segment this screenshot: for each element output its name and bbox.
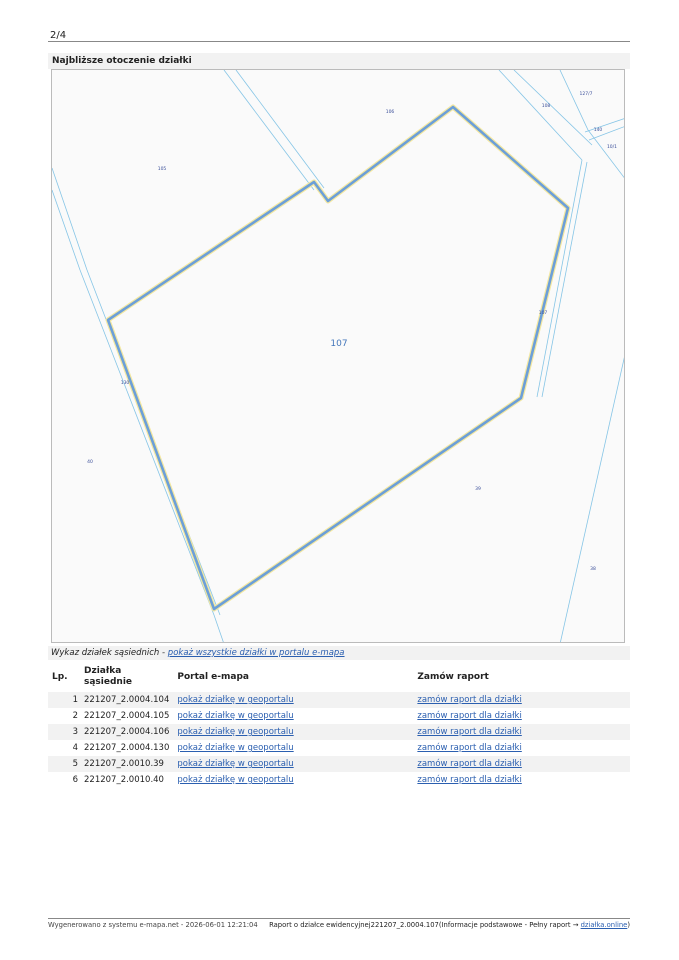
order-report-link[interactable]: zamów raport dla działki xyxy=(417,711,522,721)
dzialka-online-link[interactable]: działka.online xyxy=(580,921,628,929)
row-order-cell xyxy=(413,772,630,788)
row-lp: 2 xyxy=(72,711,78,721)
show-in-geoportal-link[interactable]: pokaż działkę w geoportalu xyxy=(177,775,294,785)
parcel-label: 38 xyxy=(590,567,596,572)
table-row xyxy=(48,708,630,724)
table-row xyxy=(48,692,630,708)
table-row xyxy=(48,772,630,788)
parcel-map-canvas xyxy=(52,70,625,643)
row-portal-cell xyxy=(173,708,413,724)
show-all-parcels-link[interactable]: pokaż wszystkie działki w portalu e-mapa xyxy=(167,648,345,658)
header-divider xyxy=(48,41,630,42)
main-parcel-border xyxy=(108,107,568,609)
row-parcel-id: 221207_2.0004.130 xyxy=(84,743,170,753)
neighbour-table xyxy=(48,662,630,788)
order-report-link[interactable]: zamów raport dla działki xyxy=(417,743,522,753)
row-portal-cell xyxy=(173,756,413,772)
footer-generated: Wygenerowano z systemu e-mapa.net - 2026-06-01 12:21:04 xyxy=(48,921,258,929)
row-order-cell xyxy=(413,756,630,772)
parcel-label: 106 xyxy=(385,110,395,115)
main-parcel-label: 107 xyxy=(330,339,348,349)
parcel-label: 10/1 xyxy=(606,145,618,150)
parcel-label: 105 xyxy=(157,167,167,172)
column-header-order: Zamów raport xyxy=(417,672,489,682)
row-order-cell xyxy=(413,740,630,756)
table-row xyxy=(48,740,630,756)
show-in-geoportal-link[interactable]: pokaż działkę w geoportalu xyxy=(177,695,294,705)
row-parcel-id: 221207_2.0004.104 xyxy=(80,692,173,708)
parcel-label: 108 xyxy=(541,104,551,109)
table-row xyxy=(48,724,630,740)
row-lp: 3 xyxy=(48,724,80,740)
show-in-geoportal-link[interactable]: pokaż działkę w geoportalu xyxy=(177,759,294,769)
order-report-link[interactable]: zamów raport dla działki xyxy=(417,727,522,737)
column-header-portal: Portal e-mapa xyxy=(177,672,249,682)
neighbour-boundaries xyxy=(52,70,625,643)
row-portal-cell xyxy=(173,724,413,740)
row-portal-cell xyxy=(173,772,413,788)
parcel-label: 40 xyxy=(87,460,93,465)
parcel-label: 127/7 xyxy=(579,92,593,97)
row-order-cell xyxy=(413,692,630,708)
row-lp: 4 xyxy=(72,743,78,753)
row-parcel-id: 221207_2.0004.106 xyxy=(80,724,173,740)
row-portal-cell xyxy=(173,692,413,708)
table-header-row xyxy=(48,662,630,692)
parcel-label: 130 xyxy=(120,381,130,386)
show-in-geoportal-link[interactable]: pokaż działkę w geoportalu xyxy=(177,743,294,753)
row-portal-cell xyxy=(173,740,413,756)
order-report-link[interactable]: zamów raport dla działki xyxy=(417,759,522,769)
section-title: Najbliższe otoczenie działki xyxy=(48,53,630,69)
order-report-link[interactable]: zamów raport dla działki xyxy=(417,695,522,705)
column-header-lp: Lp. xyxy=(52,672,68,682)
page-number: 2/4 xyxy=(50,30,67,41)
show-in-geoportal-link[interactable]: pokaż działkę w geoportalu xyxy=(177,727,294,737)
column-header-parcel: Działka sąsiednie xyxy=(84,666,133,687)
parcel-map[interactable] xyxy=(51,69,625,643)
table-row xyxy=(48,756,630,772)
caption-text: Wykaz działek sąsiednich - xyxy=(51,648,168,658)
row-parcel-id: 221207_2.0010.39 xyxy=(80,756,173,772)
main-parcel-outline[interactable] xyxy=(108,107,568,609)
row-lp: 1 xyxy=(48,692,80,708)
order-report-link[interactable]: zamów raport dla działki xyxy=(417,775,522,785)
row-lp: 6 xyxy=(72,775,78,785)
parcel-label: 107 xyxy=(538,311,548,316)
row-parcel-id: 221207_2.0010.40 xyxy=(84,775,164,785)
parcel-label: 140 xyxy=(593,128,603,133)
footer-report-info: Raport o działce ewidencyjnej221207_2.0004.107(Informacje podstawowe - Pełny raport → działka.online) xyxy=(269,921,630,929)
show-in-geoportal-link[interactable]: pokaż działkę w geoportalu xyxy=(177,711,294,721)
row-order-cell xyxy=(413,724,630,740)
row-order-cell xyxy=(413,708,630,724)
row-lp: 5 xyxy=(48,756,80,772)
row-parcel-id: 221207_2.0004.105 xyxy=(84,711,170,721)
page-footer xyxy=(48,918,630,929)
neighbour-list-caption xyxy=(48,646,630,660)
parcel-label: 39 xyxy=(475,487,481,492)
